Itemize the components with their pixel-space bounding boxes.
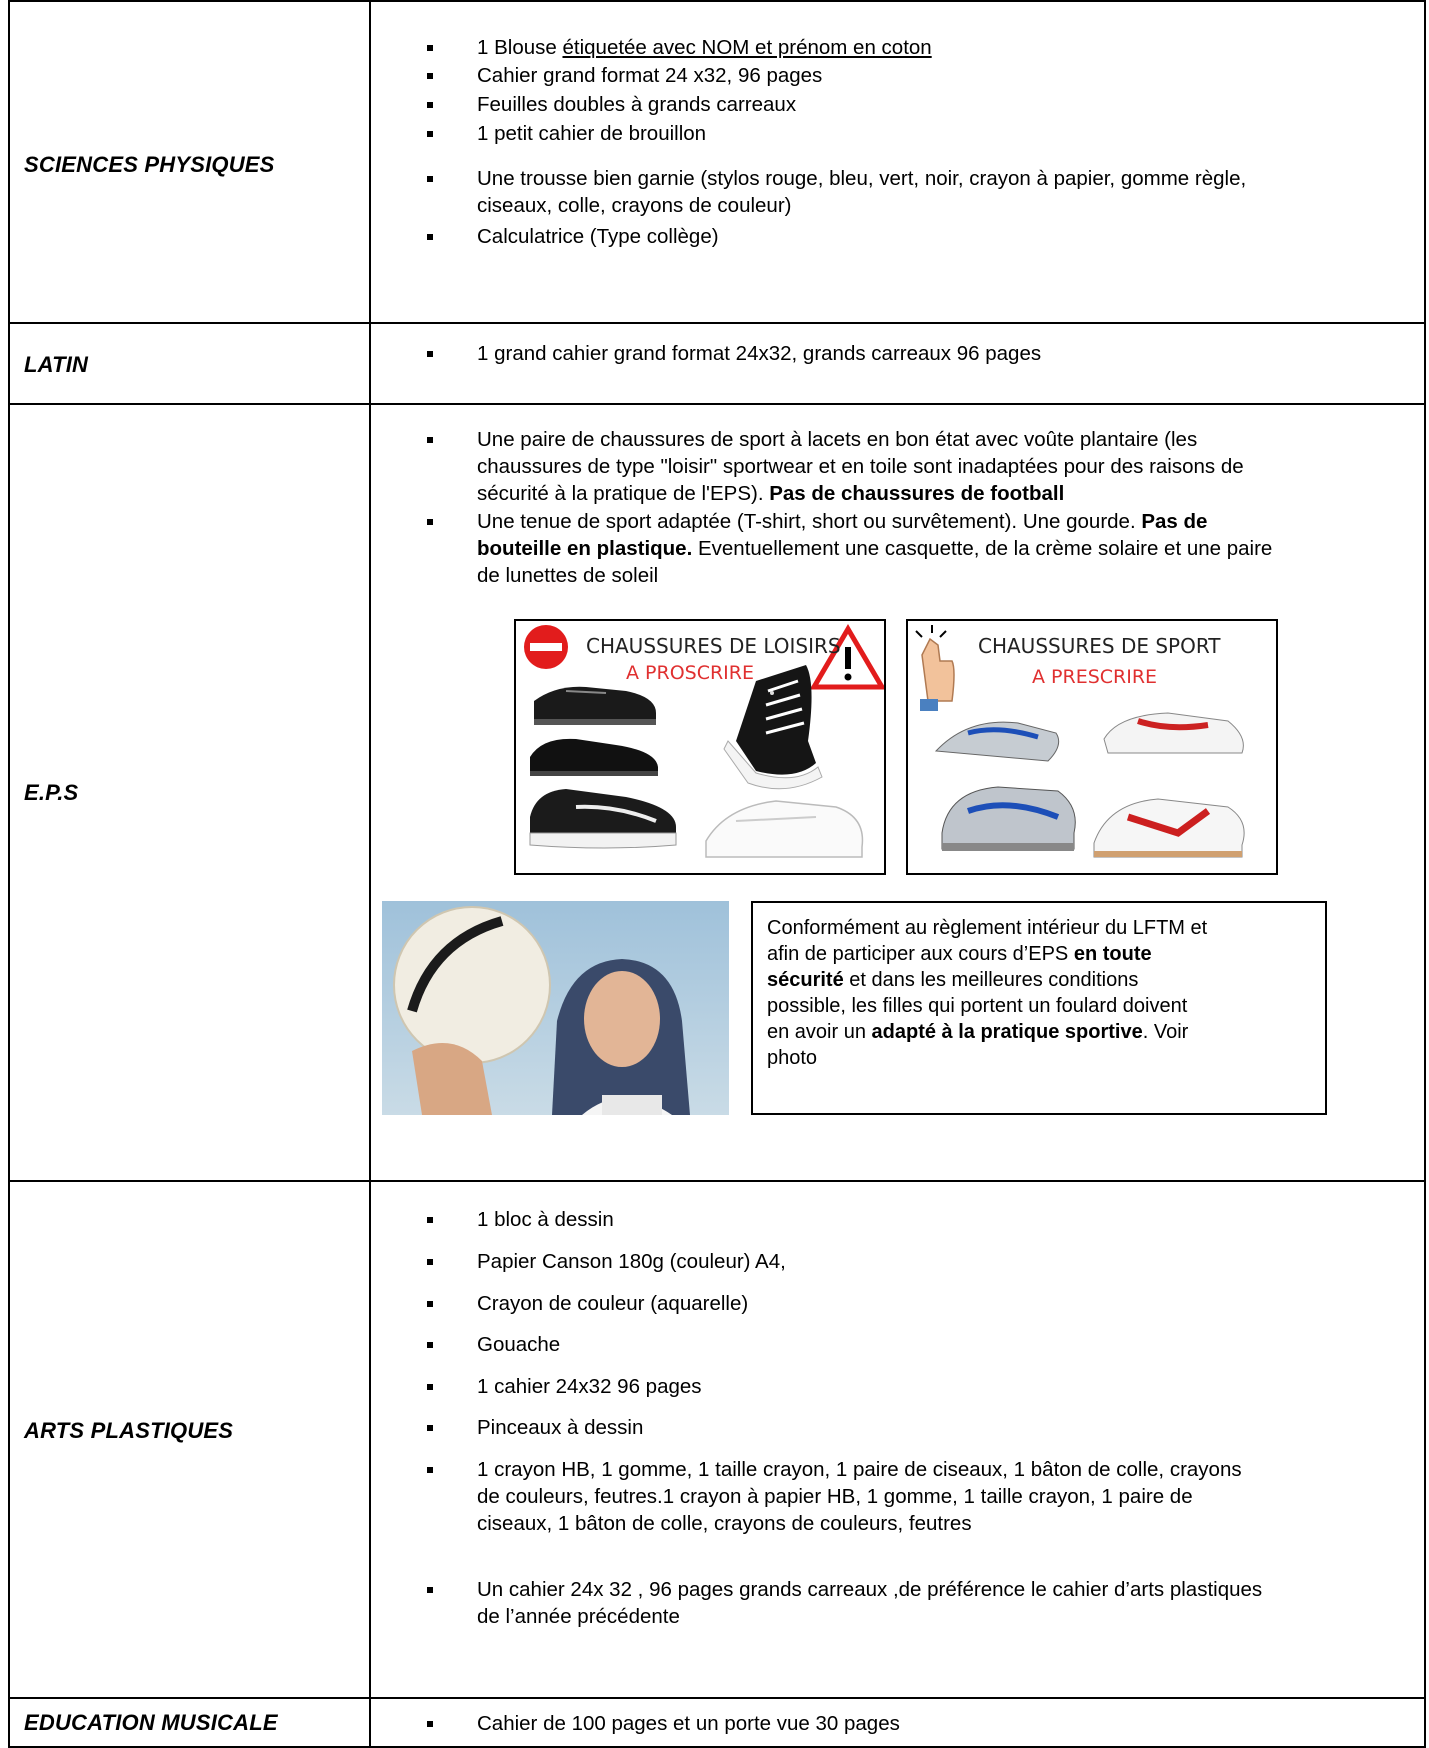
bullet-icon xyxy=(427,45,433,51)
black-shoe-icon xyxy=(530,739,658,776)
bullet-icon xyxy=(427,131,433,137)
bullet-icon xyxy=(427,176,433,182)
court-shoe-icon xyxy=(1094,799,1244,857)
note-line: photo xyxy=(767,1047,818,1069)
bullet-icon xyxy=(427,234,433,240)
bullet-icon xyxy=(427,1301,433,1307)
bullet-icon xyxy=(427,1259,433,1265)
bullet-icon xyxy=(427,519,433,525)
sport-shoes-panel xyxy=(906,619,1278,875)
bullet-icon xyxy=(427,1467,433,1473)
bullet-icon xyxy=(427,437,433,443)
running-shoe-icon xyxy=(936,722,1059,761)
note-line: afin de participer aux cours d’EPS en toute xyxy=(767,943,1152,965)
table-border-top xyxy=(10,0,1424,2)
row-divider xyxy=(10,322,1424,324)
leisure-panel-subtitle: A PROSCRIRE xyxy=(626,662,754,684)
bullet-icon xyxy=(427,102,433,108)
running-shoe-icon xyxy=(942,787,1075,851)
bullet-icon xyxy=(427,1384,433,1390)
bullet-icon xyxy=(427,1587,433,1593)
white-shoe-icon xyxy=(706,801,862,857)
no-entry-icon xyxy=(524,625,568,669)
note-line: sécurité et dans les meilleures conditions xyxy=(767,969,1139,991)
court-shoe-icon xyxy=(1104,713,1243,753)
leisure-panel-title: CHAUSSURES DE LOISIRS xyxy=(586,634,841,658)
subject-arts-plastiques: ARTS PLASTIQUES xyxy=(24,1418,234,1443)
sport-headscarf-photo xyxy=(382,901,729,1115)
bullet-icon xyxy=(427,1342,433,1348)
football-icon xyxy=(394,907,550,1063)
subject-latin: LATIN xyxy=(24,352,89,377)
bullet-icon xyxy=(427,351,433,357)
canvas-sneaker-icon xyxy=(530,789,676,848)
note-line: Conformément au règlement intérieur du LFTM et xyxy=(767,917,1208,939)
note-line: en avoir un adapté à la pratique sportive. Voir xyxy=(767,1021,1189,1043)
leisure-shoes-illustration xyxy=(516,621,884,873)
row-divider xyxy=(10,1180,1424,1182)
sport-panel-title: CHAUSSURES DE SPORT xyxy=(978,634,1221,658)
row-divider xyxy=(10,1697,1424,1699)
bullet-icon xyxy=(427,73,433,79)
sport-panel-subtitle: A PRESCRIRE xyxy=(1032,666,1158,688)
black-shoe-icon xyxy=(534,687,656,725)
thumbs-up-icon xyxy=(916,625,954,711)
bullet-icon xyxy=(427,1721,433,1727)
column-divider xyxy=(369,0,371,1748)
subject-education-musicale: EDUCATION MUSICALE xyxy=(24,1710,278,1735)
subject-eps: E.P.S xyxy=(24,780,79,805)
leisure-shoes-panel xyxy=(514,619,886,875)
note-line: possible, les filles qui portent un foulard doivent xyxy=(767,995,1188,1017)
bullet-icon xyxy=(427,1425,433,1431)
headscarf-note xyxy=(751,901,1327,1115)
sport-shoes-illustration xyxy=(908,621,1276,873)
row-divider xyxy=(10,403,1424,405)
bullet-icon xyxy=(427,1217,433,1223)
subject-sciences-physiques: SCIENCES PHYSIQUES xyxy=(24,152,275,177)
